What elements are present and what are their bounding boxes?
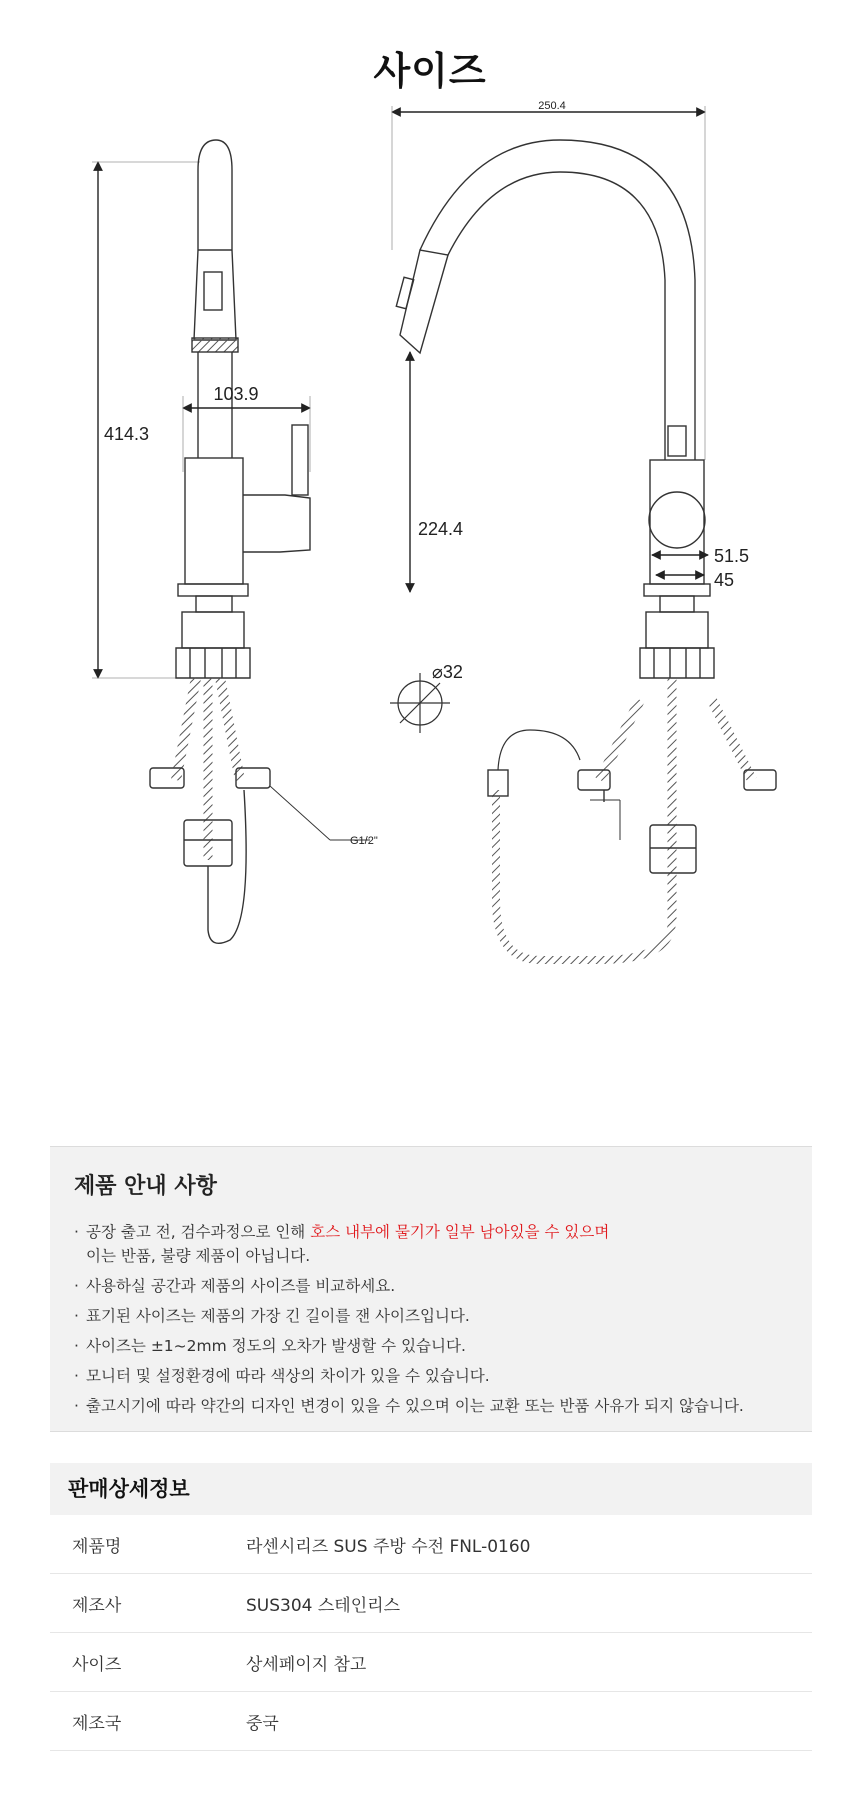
- spec-value: SUS304 스테인리스: [246, 1595, 400, 1616]
- spec-key: 제품명: [72, 1536, 122, 1557]
- dim-total-height: 414.3: [104, 424, 150, 444]
- notice-item: · 사용하실 공간과 제품의 사이즈를 비교하세요.: [74, 1274, 788, 1298]
- spec-value: 중국: [246, 1713, 279, 1734]
- table-row: [50, 1633, 812, 1692]
- notice-item: · 출고시기에 따라 약간의 디자인 변경이 있을 수 있으며 이는 교환 또는 반품 사유가 되지 않습니다.: [74, 1394, 788, 1418]
- notice-item: · 공장 출고 전, 검수과정으로 인해 호스 내부에 물기가 일부 남아있을 수 있으며 이는 반품, 불량 제품이 아닙니다.: [74, 1220, 788, 1268]
- dim-base-width: 103.9: [213, 384, 259, 404]
- notice-title: 제품 안내 사항: [74, 1174, 217, 1199]
- notice-item: · 모니터 및 설정환경에 따라 색상의 차이가 있을 수 있습니다.: [74, 1364, 788, 1388]
- dim-spout-reach: 250.4: [538, 100, 566, 112]
- faucet-drawing: [0, 100, 860, 1110]
- dim-51-5: 51.5: [714, 546, 750, 566]
- sales-detail-table: [50, 1463, 812, 1751]
- dim-45: 45: [714, 570, 735, 590]
- notice-item: · 표기된 사이즈는 제품의 가장 긴 길이를 잰 사이즈입니다.: [74, 1304, 788, 1328]
- page-title: 사이즈: [373, 49, 487, 93]
- left-faucet-view: [92, 140, 370, 943]
- spec-key: 제조사: [72, 1595, 122, 1616]
- spec-value: 라센시리즈 SUS 주방 수전 FNL-0160: [246, 1536, 531, 1557]
- table-row: [50, 1574, 812, 1633]
- notice-list: [74, 1220, 788, 1418]
- dim-spout-height: 224.4: [418, 519, 464, 539]
- table-row: [50, 1692, 812, 1751]
- diameter-symbol: [390, 673, 450, 733]
- spec-value: 상세페이지 참고: [246, 1654, 367, 1675]
- table-row: [50, 1515, 812, 1574]
- faucet-dimension-diagram: [0, 100, 860, 1110]
- spec-title: 판매상세정보: [50, 1463, 812, 1515]
- spec-key: 제조국: [72, 1713, 122, 1734]
- dim-diameter: ⌀32: [432, 662, 463, 682]
- notice-highlight: 호스 내부에 물기가 일부 남아있을 수 있으며: [310, 1223, 610, 1241]
- notice-item: · 사이즈는 ±1~2mm 정도의 오차가 발생할 수 있습니다.: [74, 1334, 788, 1358]
- spec-key: 사이즈: [72, 1654, 122, 1675]
- dim-thread: G1/2": [350, 835, 378, 847]
- product-notice-box: [50, 1146, 812, 1432]
